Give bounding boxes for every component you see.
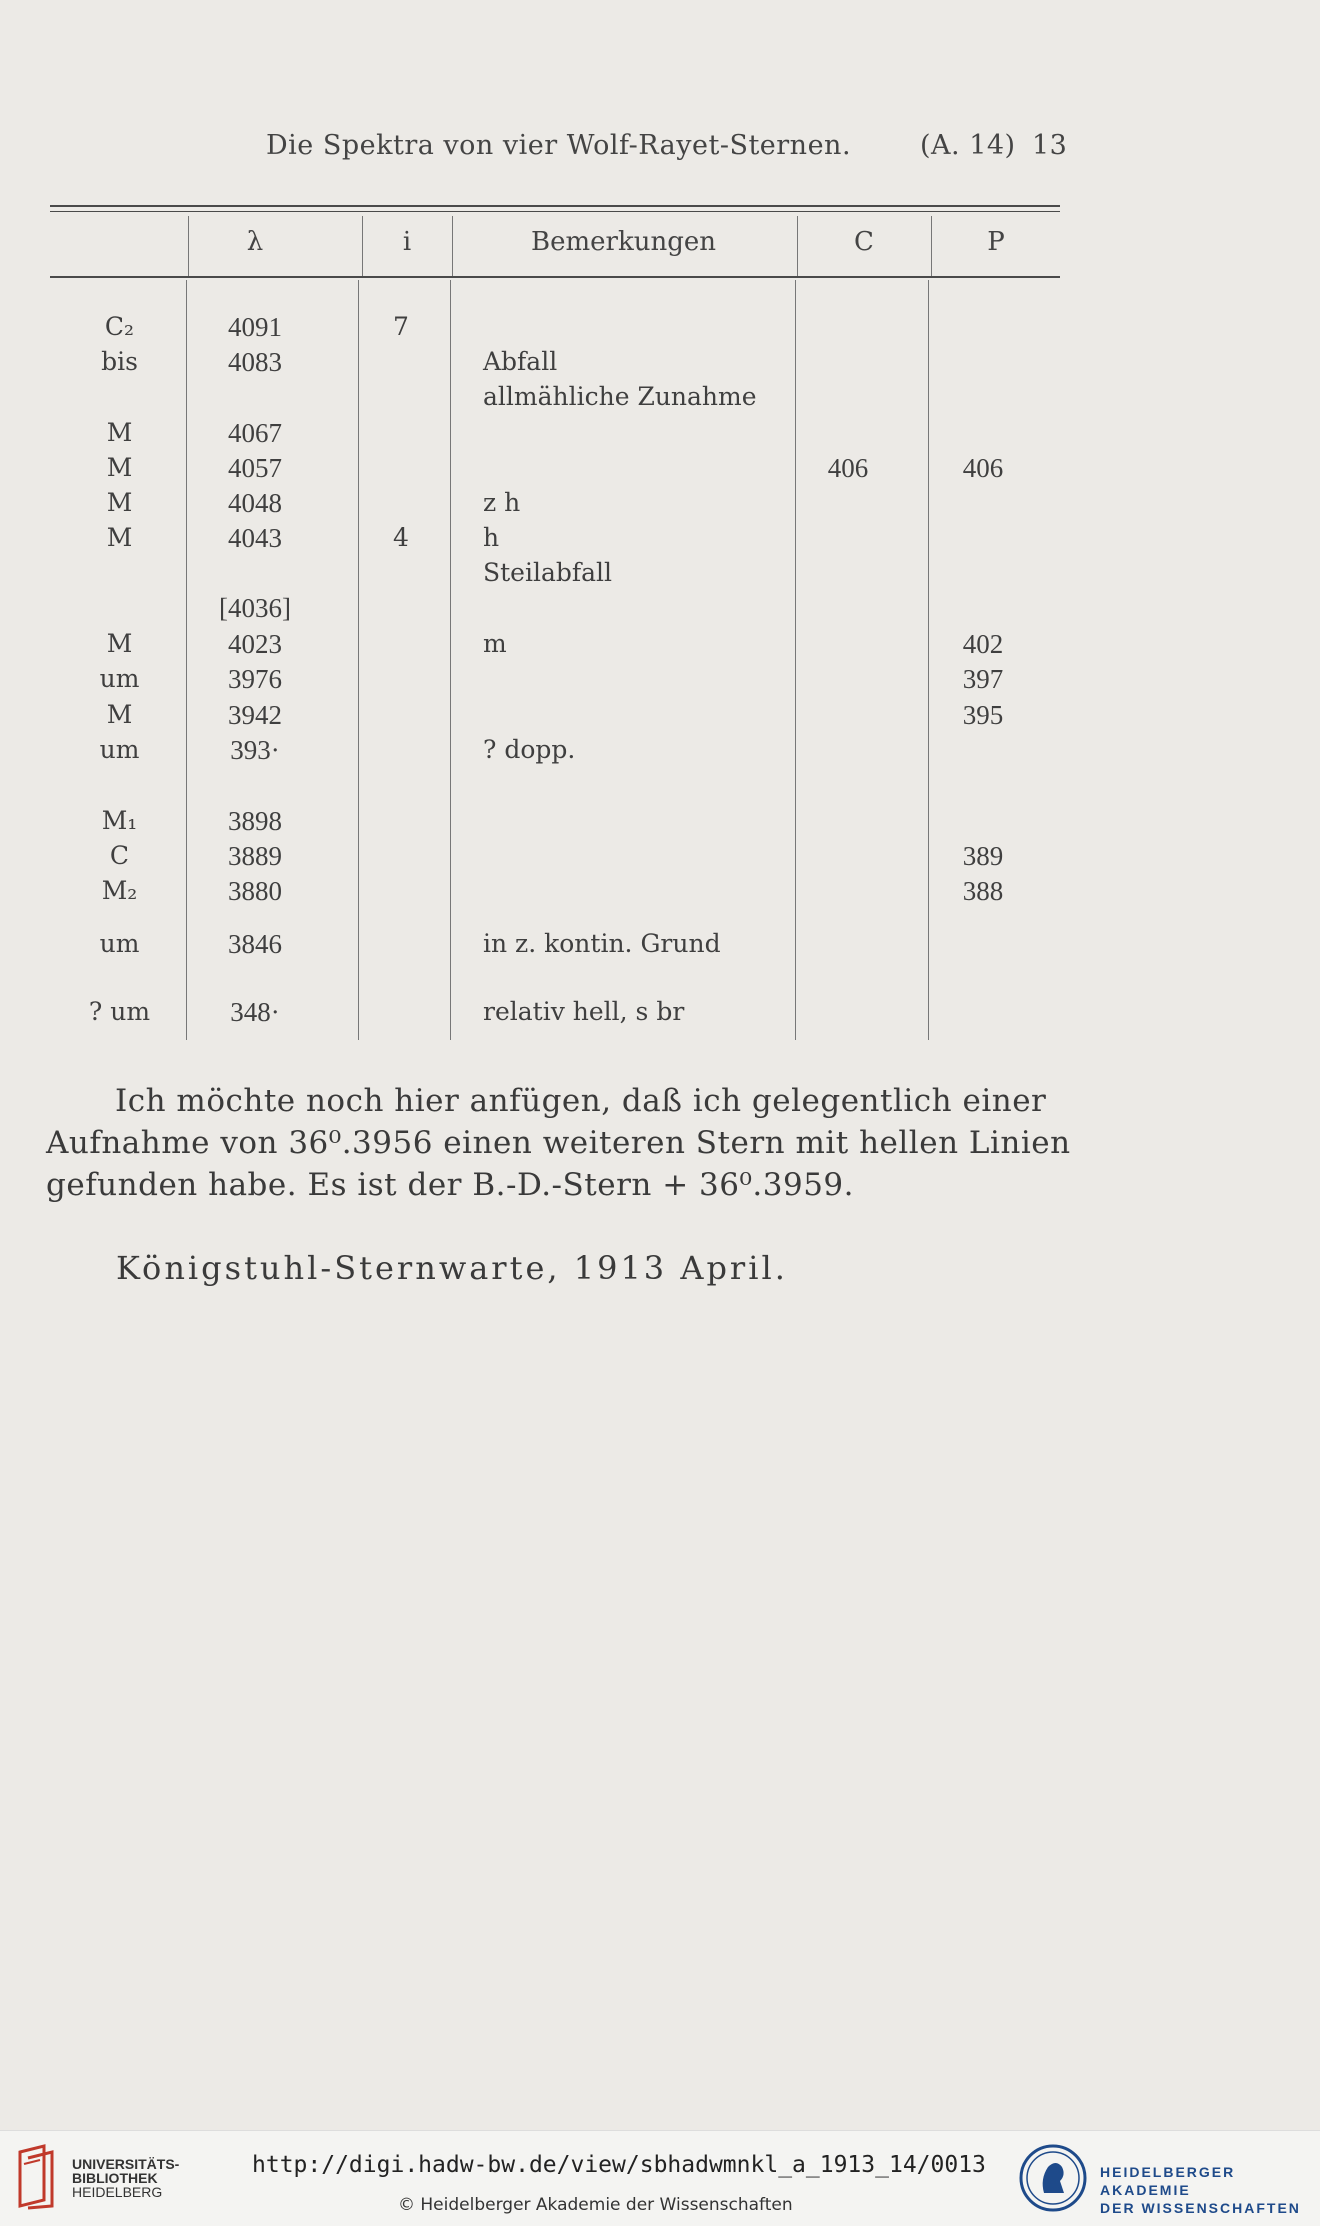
- remark-text: z h: [483, 488, 521, 517]
- row-label: M: [106, 700, 133, 729]
- row-label: bis: [101, 347, 138, 376]
- p-value: 395: [962, 700, 1004, 730]
- column-divider: [452, 216, 453, 276]
- column-header-bemerkungen: Bemerkungen: [531, 227, 716, 257]
- row-label: M₂: [101, 876, 138, 905]
- row-label: M: [106, 418, 133, 447]
- remark-text: in z. kontin. Grund: [483, 929, 721, 958]
- column-divider: [928, 280, 929, 1040]
- table-top-rule-thin: [50, 211, 1060, 212]
- column-divider: [188, 216, 189, 276]
- running-header-title: Die Spektra von vier Wolf-Rayet-Sternen.: [266, 130, 852, 161]
- wavelength-value: 3880: [228, 876, 282, 906]
- p-value: 397: [962, 664, 1004, 694]
- wavelength-value: 3889: [228, 841, 282, 871]
- row-label: um: [99, 735, 140, 764]
- wavelength-value: 4043: [228, 523, 282, 553]
- remark-text: ? dopp.: [483, 735, 576, 764]
- row-label: M₁: [101, 806, 138, 835]
- academy-seal-icon[interactable]: [1018, 2143, 1088, 2213]
- row-label: C: [109, 841, 130, 870]
- c-value: 406: [827, 453, 869, 483]
- row-label: um: [99, 664, 140, 693]
- wavelength-value: 348·: [230, 997, 280, 1027]
- column-divider: [931, 216, 932, 276]
- library-line: BIBLIOTHEK: [72, 2170, 158, 2186]
- column-divider: [450, 280, 451, 1040]
- signature-line: Königstuhl-Sternwarte, 1913 April.: [116, 1249, 788, 1287]
- column-divider: [358, 280, 359, 1040]
- wavelength-value: 4067: [228, 418, 282, 448]
- wavelength-value: 3898: [228, 806, 282, 836]
- remark-text: Abfall: [483, 347, 558, 376]
- wavelength-value: 4048: [228, 488, 282, 518]
- column-header-c: C: [854, 227, 874, 257]
- copyright-notice: © Heidelberger Akademie der Wissenschaften: [398, 2195, 793, 2215]
- wavelength-value: 3976: [228, 664, 282, 694]
- wavelength-value: [4036]: [219, 593, 291, 623]
- row-label: M: [106, 453, 133, 482]
- row-label: M: [106, 488, 133, 517]
- column-header-p: P: [987, 227, 1005, 257]
- wavelength-value: 3942: [228, 700, 282, 730]
- row-label: M: [106, 629, 133, 658]
- table-top-rule: [50, 205, 1060, 207]
- remark-text: relativ hell, s br: [483, 997, 685, 1026]
- wavelength-value: 4057: [228, 453, 282, 483]
- p-value: 406: [962, 453, 1004, 483]
- remark-text: allmähliche Zunahme: [483, 382, 757, 411]
- row-label: M: [106, 523, 133, 552]
- library-line: HEIDELBERG: [72, 2184, 163, 2200]
- page-number: 13: [1032, 130, 1068, 161]
- remark-text: Steilabfall: [483, 558, 613, 587]
- academy-line: HEIDELBERGER AKADEMIE: [1100, 2164, 1236, 2198]
- remark-text: m: [483, 629, 507, 658]
- column-divider: [795, 280, 796, 1040]
- p-value: 388: [962, 876, 1004, 906]
- intensity-value: 4: [393, 523, 409, 552]
- wavelength-value: 3846: [228, 929, 282, 959]
- university-library-name[interactable]: [72, 2157, 179, 2199]
- paragraph-line: Aufnahme von 36⁰.3956 einen weiteren Stern mit hellen Linien: [46, 1125, 1071, 1161]
- p-value: 402: [962, 629, 1004, 659]
- library-line: UNIVERSITÄTS-: [72, 2156, 180, 2172]
- remark-text: h: [483, 523, 500, 552]
- document-url-link[interactable]: http://digi.hadw-bw.de/view/sbhadwmnkl_a_1913_14/0013: [252, 2152, 986, 2178]
- p-value: 389: [962, 841, 1004, 871]
- intensity-value: 7: [393, 312, 409, 341]
- column-header-i: i: [402, 227, 412, 257]
- paragraph-line: gefunden habe. Es ist der B.-D.-Stern + 36⁰.3959.: [46, 1167, 855, 1203]
- university-library-logo-icon[interactable]: [14, 2144, 60, 2210]
- wavelength-value: 4083: [228, 347, 282, 377]
- column-divider: [362, 216, 363, 276]
- column-header-lambda: λ: [246, 227, 264, 257]
- academy-line: DER WISSENSCHAFTEN: [1100, 2200, 1301, 2216]
- wavelength-value: 4023: [228, 629, 282, 659]
- row-label: um: [99, 929, 140, 958]
- paragraph-line: Ich möchte noch hier anfügen, daß ich gelegentlich einer: [115, 1083, 1047, 1119]
- row-label: ? um: [88, 997, 151, 1026]
- column-divider: [797, 216, 798, 276]
- wavelength-value: 4091: [228, 312, 282, 342]
- column-divider: [186, 280, 187, 1040]
- running-header-signature: (A. 14): [920, 130, 1016, 161]
- wavelength-value: 393·: [230, 735, 280, 765]
- row-label: C₂: [104, 312, 135, 341]
- table-header-rule: [50, 276, 1060, 278]
- academy-name[interactable]: [1100, 2163, 1320, 2217]
